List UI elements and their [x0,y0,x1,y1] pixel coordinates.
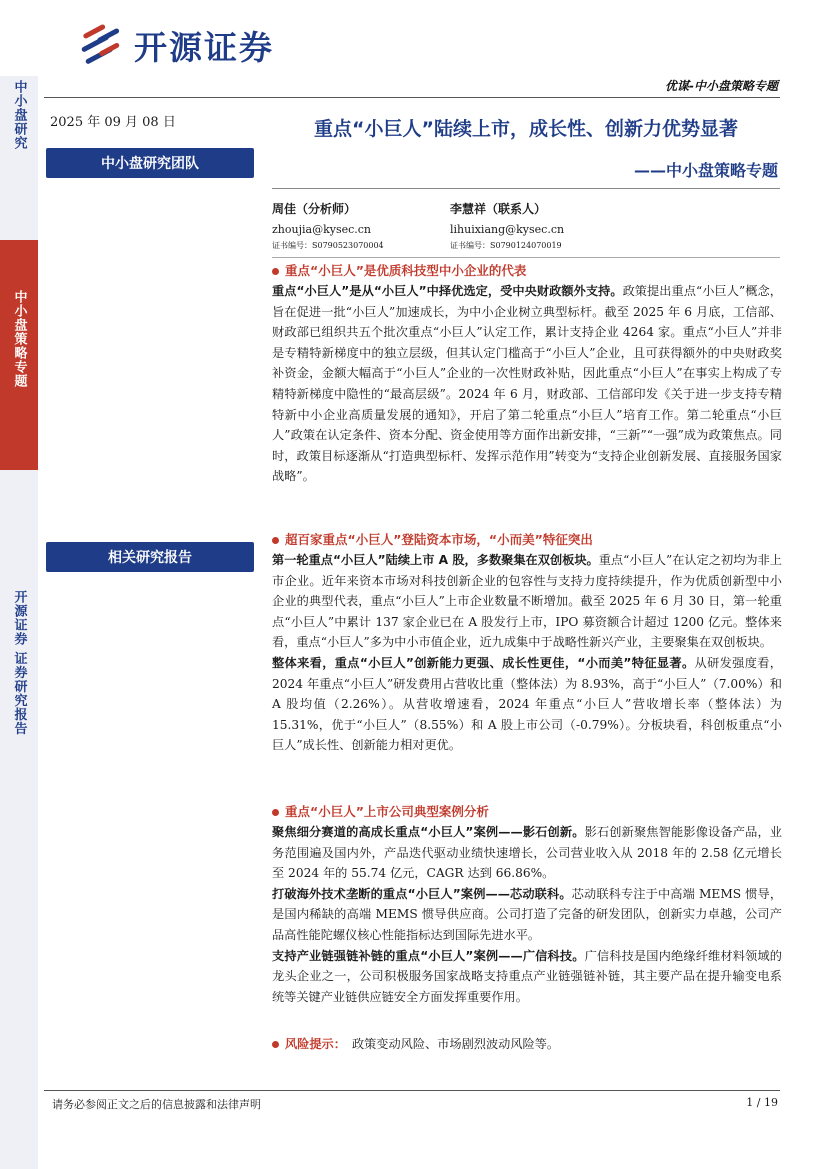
bullet-icon [272,268,279,275]
title-divider [272,188,780,189]
footer-disclaimer: 请务必参阅正文之后的信息披露和法律声明 [52,1098,261,1111]
section-paragraph: 打破海外技术垄断的重点“小巨人”案例——芯动联科。芯动联科专注于中高端 MEMS 惯导，是国内稀缺的高端 MEMS 惯导供应商。公司打造了完备的研发团队，创新实力卓越，公司产品高性能陀螺仪核心性能指标达到国际先进水平。 [272,886,783,942]
author-name: 周佳（分析师） [272,202,357,216]
author-block [450,200,564,251]
section-heading: 重点“小巨人”上市公司典型案例分析 [272,802,782,822]
team-label: 中小盘研究团队 [46,148,254,178]
author-email[interactable]: lihuixiang@kysec.cn [450,223,565,236]
risk-text: 政策变动风险、市场剧烈波动风险等。 [351,1037,560,1051]
related-reports-label: 相关研究报告 [46,542,254,572]
section-cases [272,802,782,1007]
section-heading: 超百家重点“小巨人”登陆资本市场，“小而美”特征突出 [272,530,782,550]
report-title: 重点“小巨人”陆续上市，成长性、创新力优势显著 [314,118,738,140]
section-paragraph: 支持产业链强链补链的重点“小巨人”案例——广信科技。广信科技是国内绝缘纤维材料领域的龙头企业之一，公司积极服务国家战略支持重点产业链强链补链，其主要产品在提升输变电系统等关键产业链供应链安全方面发挥重要作用。 [272,948,782,1004]
brand-logo [78,22,274,69]
sidebar-label-bottom: 开源证券 证券研究报告 [11,590,27,736]
section-paragraph: 聚焦细分赛道的高成长重点“小巨人”案例——影石创新。影石创新聚焦智能影像设备产品，业务范围遍及国内外，产品迭代驱动业绩快速增长，公司营业收入从 2018 年的 2.58 亿元增长至 2024 年的 55.74 亿元，CAGR 达到 66.86%。 [272,825,782,881]
section-paragraph: 整体来看，重点“小巨人”创新能力更强、成长性更佳，“小而美”特征显著。从研发强度看，2024 年重点“小巨人”研发费用占营收比重（整体法）为 8.93%，高于“小巨人”（7.00%）和 A 股均值（2.26%）。从营收增速看，2024 年重点“小巨人”营收增长率（整体法）为 15.31%，优于“小巨人”（8.55%）和 A 股上市公司（-0.79%）。分板块看，科创板重点“小巨人”成长性、创新能力相对更优。 [272,655,782,753]
bullet-icon [272,1041,279,1048]
author-divider [272,257,780,258]
sidebar-label-middle: 中小盘策略专题 [0,240,38,470]
author-cert: 证书编号：S0790523070004 [272,241,384,250]
bullet-icon [272,537,279,544]
brand-mark-icon [78,23,126,69]
report-date: 2025 年 09 月 08 日 [50,115,176,130]
author-block [272,200,384,251]
sidebar-label-top: 中小盘研究 [11,80,27,150]
author-cert: 证书编号：S0790124070019 [450,241,562,250]
brand-name: 开源证券 [134,28,274,67]
header-divider [44,97,780,98]
risk-note [272,1034,782,1054]
page-number: 1 / 19 [746,1096,778,1109]
section-heading: 重点“小巨人”是优质科技型中小企业的代表 [272,261,782,281]
author-name: 李慧祥（联系人） [450,202,547,216]
footer-divider [44,1090,780,1091]
author-email[interactable]: zhoujia@kysec.cn [272,223,372,236]
section-paragraph: 第一轮重点“小巨人”陆续上市 A 股，多数聚集在双创板块。重点“小巨人”在认定之初均为非上市企业。近年来资本市场对科技创新企业的包容性与支持力度持续提升，作为优质创新型中小企业的典型代表，重点“小巨人”上市企业数量不断增加。截至 2025 年 6 月 30 日，第一轮重点“小巨人”中累计 137 家企业已在 A 股发行上市，IPO 募资额合计超过 1200 亿元。整体来看，重点“小巨人”多为中小市值企业，近九成集中于战略性新兴产业，主要聚集在双创板块。 [272,553,782,650]
header-series: 优谋-中小盘策略专题 [665,79,778,93]
report-subtitle: ——中小盘策略专题 [633,161,778,180]
risk-label: 风险提示： [285,1037,346,1051]
bullet-icon [272,809,279,816]
section-listing [272,530,782,756]
section-policy [272,261,782,487]
section-paragraph: 重点“小巨人”是从“小巨人”中择优选定，受中央财政额外支持。政策提出重点“小巨人”概念，旨在促进一批“小巨人”加速成长，为中小企业树立典型标杆。截至 2025 年 6 月底，工信部、财政部已组织共五个批次重点“小巨人”认定工作，累计支持企业 4264 家。重点“小巨人”并非是专精特新梯度中的独立层级，但其认定门槛高于“小巨人”企业，且可获得额外的中央财政奖补资金，金额大幅高于“小巨人”企业的一次性财政补贴，因此重点“小巨人”在事实上构成了专精特新梯度中隐性的“最高层级”。2024 年 6 月，财政部、工信部印发《关于进一步支持专精特新中小企业高质量发展的通知》，开启了第二轮重点“小巨人”培育工作。第二轮重点“小巨人”政策在认定条件、资本分配、资金使用等方面作出新安排，“三新”“一强”成为政策焦点。同时，政策目标逐渐从“打造典型标杆、发挥示范作用”转变为“支持企业创新发展、直接服务国家战略”。 [272,284,782,484]
